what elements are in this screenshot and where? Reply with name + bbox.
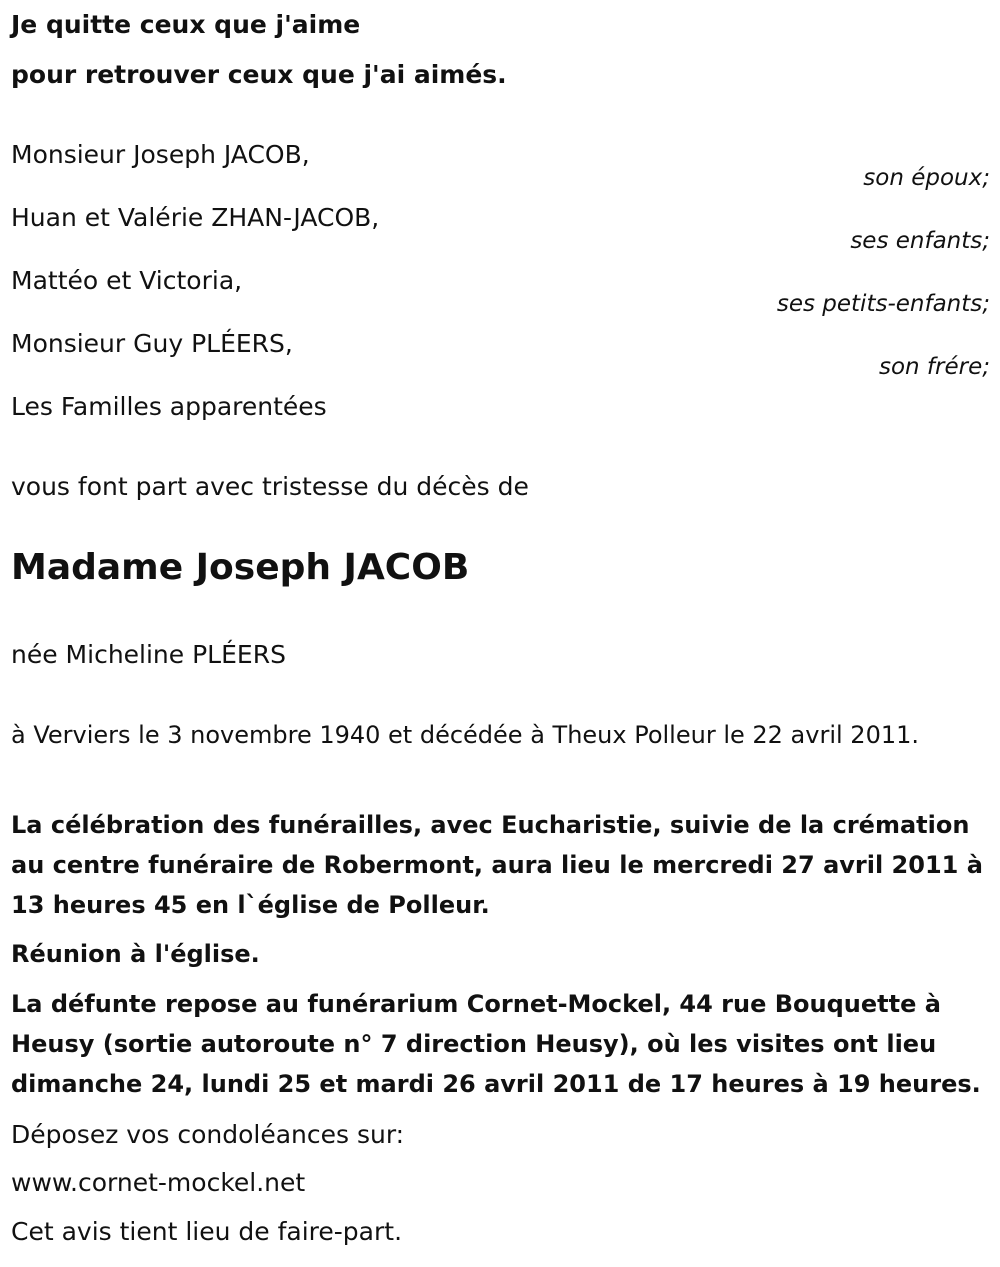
ceremony-info: La célébration des funérailles, avec Eucharistie, suivie de la crémation au centre funéraire de Robermont, aura lieu le mercredi 27 avril 2011 à 13 heures 45 en l`église de Polleur.	[11, 811, 983, 919]
epigraph-line-2: pour retrouver ceux que j'ai aimés.	[11, 60, 507, 89]
family-member-name: Huan et Valérie ZHAN-JACOB,	[11, 203, 380, 232]
family-member-relation: son frére;	[878, 354, 990, 380]
deceased-name: Madame Joseph JACOB	[11, 547, 470, 588]
family-member-relation: ses enfants;	[850, 228, 990, 254]
epigraph-line-1: Je quitte ceux que j'aime	[11, 10, 361, 39]
family-member-relation: son époux;	[863, 165, 990, 191]
born-name: née Micheline PLÉERS	[11, 640, 286, 669]
birth-death-dates: à Verviers le 3 novembre 1940 et décédée à Theux Polleur le 22 avril 2011.	[11, 721, 920, 749]
visitation-info: La défunte repose au funérarium Cornet-Mockel, 44 rue Bouquette à Heusy (sortie autoroute n° 7 direction Heusy), où les visites ont lieu dimanche 24, lundi 25 et mardi 26 avril 2011 de 17 heures à 19 heures.	[11, 990, 981, 1098]
family-member-relation: ses petits-enfants;	[776, 291, 990, 317]
family-member-name: Monsieur Guy PLÉERS,	[11, 329, 293, 358]
family-member-name: Mattéo et Victoria,	[11, 266, 243, 295]
closing-note: Cet avis tient lieu de faire-part.	[11, 1217, 403, 1246]
condolences-label: Déposez vos condoléances sur:	[11, 1120, 405, 1149]
families-related: Les Familles apparentées	[11, 392, 327, 421]
meeting-info: Réunion à l'église.	[11, 940, 260, 968]
announcement: vous font part avec tristesse du décès de	[11, 472, 529, 501]
condolences-website[interactable]: www.cornet-mockel.net	[11, 1168, 306, 1197]
family-member-name: Monsieur Joseph JACOB,	[11, 140, 310, 169]
